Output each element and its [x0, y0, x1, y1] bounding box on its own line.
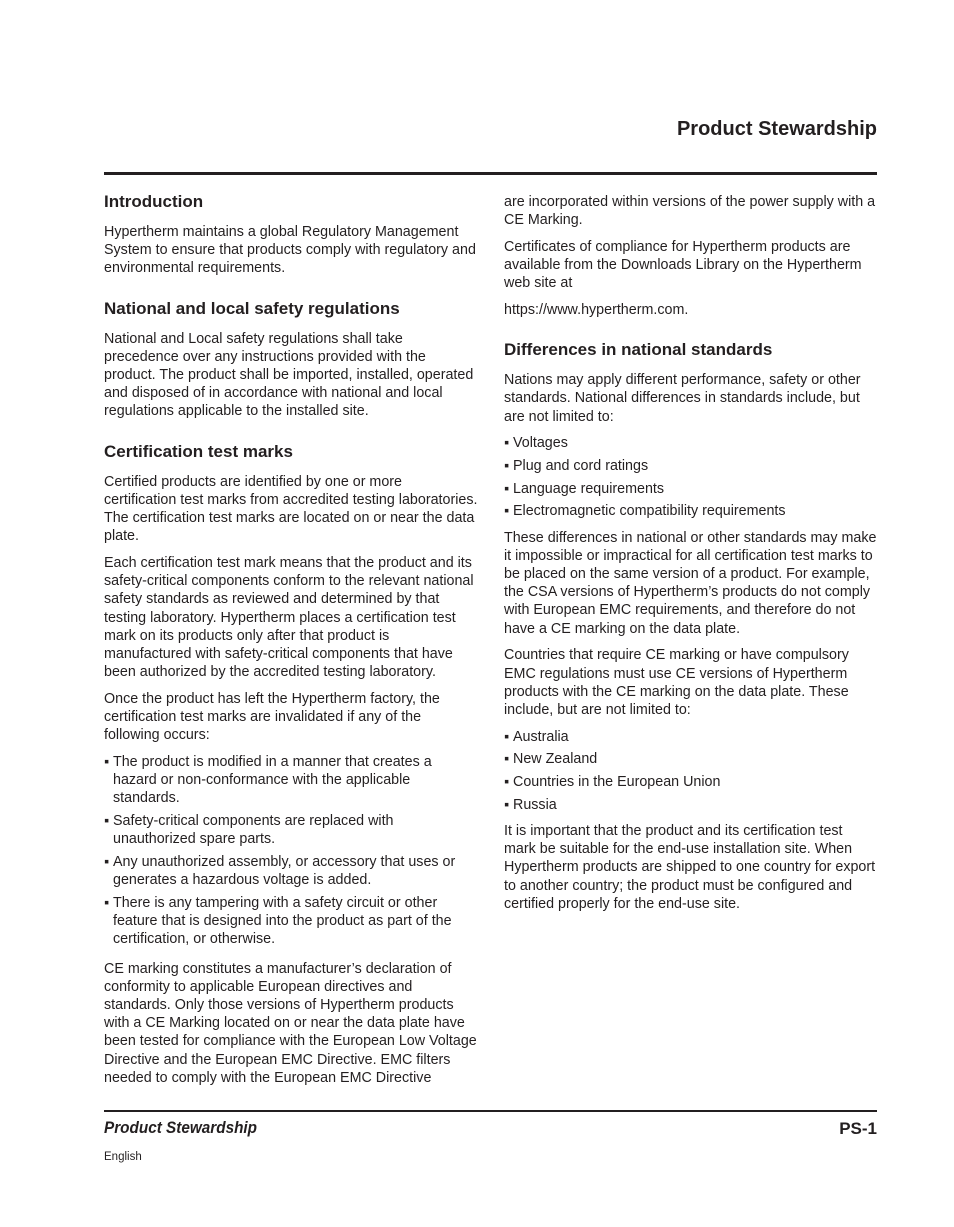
- list-item: ▪ Any unauthorized assembly, or accessory that uses or generates a hazardous voltage is added.: [104, 853, 456, 889]
- bullet-icon: ▪: [104, 853, 110, 870]
- introduction-heading: Introduction: [104, 192, 204, 211]
- list-item: ▪ Safety-critical components are replaced with unauthorized spare parts.: [104, 813, 394, 848]
- list-item: ▪ Language requirements: [504, 480, 665, 497]
- certification-paragraph-1: Certified products are identified by one or more certification test marks from accredited testing laboratories. The certification test marks are located on or near the data plate.: [104, 473, 478, 545]
- bullet-icon: ▪: [504, 728, 510, 745]
- list-item: ▪ Countries in the European Union: [504, 774, 721, 791]
- list-item: ▪ Russia: [504, 796, 557, 813]
- differences-paragraph-3: Countries that require CE marking or have compulsory EMC regulations must use CE versions of Hypertherm products with the CE marking on the data plate. These include, but are not limited to:: [504, 647, 849, 718]
- certificates-text: Certificates of compliance for Hypertherm products are available from the Downloads Library on the Hypertherm web site at: [504, 238, 862, 292]
- bullet-icon: ▪: [104, 753, 110, 770]
- introduction-text: Hypertherm maintains a global Regulatory Management System to ensure that products comply with regulatory and environmental requirements.: [104, 224, 476, 277]
- invalidation-list: [104, 753, 478, 949]
- ce-marking-text: CE marking constitutes a manufacturer’s declaration of conformity to applicable European directives and standards. Only those versions of Hypertherm products with a CE Marking located on or near the data plate have been tested for compliance with the European Low Voltage Directive and the European EMC Directive. EMC filters needed to comply with the European EMC Directive: [104, 960, 477, 1086]
- left-column: [104, 191, 478, 1095]
- differences-list: [504, 434, 878, 520]
- certification-paragraph-3: Once the product has left the Hypertherm factory, the certification test marks are invalidated if any of the following occurs:: [104, 690, 440, 744]
- bullet-icon: ▪: [504, 774, 510, 791]
- ce-marking-continued: are incorporated within versions of the power supply with a CE Marking.: [504, 194, 876, 229]
- differences-paragraph-4: It is important that the product and its certification test mark be suitable for the end-use installation site. When Hypertherm products are shipped to one country for export to another country; the product must be configured and certified properly for the end-use site.: [504, 822, 876, 912]
- page-number: PS-1: [839, 1119, 877, 1138]
- list-item: ▪ There is any tampering with a safety circuit or other feature that is designed into the product as part of the certification, or otherwise.: [104, 894, 452, 948]
- national-regulations-text: National and Local safety regulations shall take precedence over any instructions provided with the product. The product shall be imported, installed, operated and disposed of in accordance with national and local regulations applicable to the installed site.: [104, 330, 474, 420]
- differences-paragraph-1: Nations may apply different performance, safety or other standards. National differences in standards include, but are not limited to:: [504, 372, 861, 425]
- national-regulations-heading: National and local safety regulations: [104, 298, 400, 318]
- bullet-icon: ▪: [104, 813, 110, 830]
- list-item: ▪ Voltages: [504, 435, 568, 452]
- language-label: English: [104, 1151, 142, 1163]
- bullet-icon: ▪: [504, 503, 510, 520]
- certification-paragraph-2: Each certification test mark means that the product and its safety-critical components conform to the relevant national safety standards as reviewed and determined by that testing laboratory. Hypertherm places a certification test mark on its products only after that product is manufactured with safety-critical components that have been authorized by the accredited testing laboratory.: [104, 554, 474, 681]
- differences-paragraph-2: These differences in national or other standards may make it impossible or impractical for all certification test marks to be placed on the same version of a product. For example, the CSA versions of Hypertherm’s products do not comply with European EMC requirements, and therefore do not have a CE marking on the data plate.: [504, 529, 877, 637]
- website-link[interactable]: https://www.hypertherm.com.: [504, 302, 689, 319]
- bullet-icon: ▪: [504, 458, 510, 475]
- list-item: ▪ Plug and cord ratings: [504, 458, 649, 475]
- bullet-icon: ▪: [504, 435, 510, 452]
- right-column: [504, 193, 878, 922]
- list-item: ▪ New Zealand: [504, 751, 598, 768]
- list-item: ▪ Australia: [504, 728, 569, 745]
- national-differences-heading: Differences in national standards: [504, 340, 773, 360]
- bullet-icon: ▪: [504, 480, 510, 497]
- page-title: Product Stewardship: [676, 118, 877, 140]
- bullet-icon: ▪: [504, 751, 510, 768]
- footer-title: Product Stewardship: [104, 1118, 258, 1137]
- footer-divider: [104, 1110, 877, 1112]
- list-item: ▪ The product is modified in a manner that creates a hazard or non-conformance with the applicable standards.: [104, 753, 432, 807]
- bullet-icon: ▪: [504, 796, 510, 813]
- list-item: ▪ Electromagnetic compatibility requirements: [504, 503, 786, 520]
- bullet-icon: ▪: [104, 894, 110, 911]
- countries-list: [504, 728, 878, 814]
- certification-marks-heading: Certification test marks: [104, 441, 293, 461]
- header-divider: [104, 172, 877, 175]
